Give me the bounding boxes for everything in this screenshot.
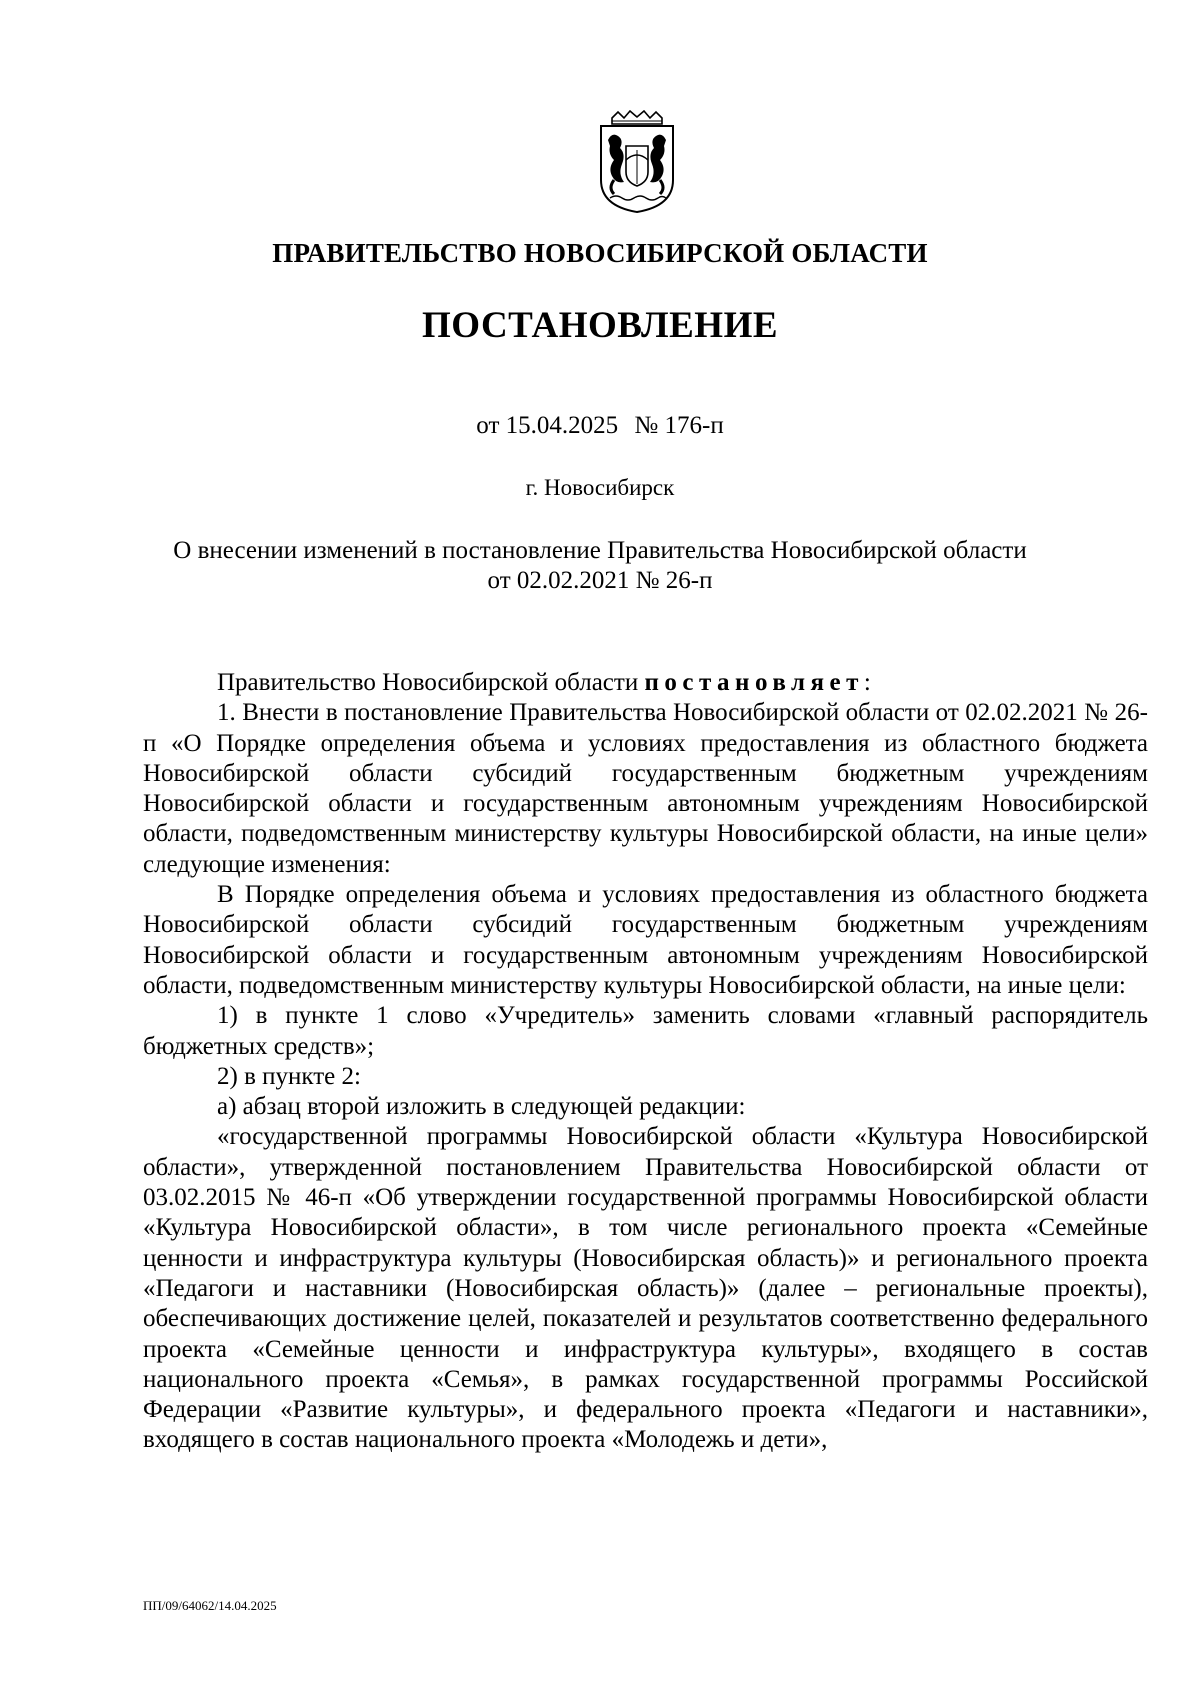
- document-date-number: [0, 412, 1200, 440]
- government-title: ПРАВИТЕЛЬСТВО НОВОСИБИРСКОЙ ОБЛАСТИ: [272, 238, 928, 268]
- paragraph-1: 1. Внести в постановление Правительства Новосибирской области от 02.02.2021 № 26-п «О Порядке определения объема и условиях предоставления из областного бюджета Новосибирской области субсидий государственным бюджетным учреждениям Новосибирской области и государственным автономным учреждениям Новосибирской области, подведомственным министерству культуры Новосибирской области, на иные цели» следующие изменения:: [143, 699, 1148, 878]
- intro-prefix: Правительство Новосибирской области: [217, 669, 639, 696]
- paragraph-5: а) абзац второй изложить в следующей редакции:: [217, 1093, 746, 1121]
- paragraph-4: 2) в пункте 2:: [217, 1062, 361, 1090]
- intro-suffix: :: [863, 669, 871, 696]
- document-number: № 176-п: [634, 412, 724, 439]
- intro-paragraph: [143, 668, 1148, 698]
- coat-of-arms-icon: [596, 110, 678, 214]
- footer-document-code: ПП/09/64062/14.04.2025: [143, 1598, 277, 1613]
- paragraph-6: «государственной программы Новосибирской области «Культура Новосибирской области», утвержденной постановлением Правительства Новосибирской области от 03.02.2015 № 46-п «Об утверждении государственной программы Новосибирской области «Культура Новосибирской области», в том числе регионального проекта «Семейные ценности и инфраструктура культуры (Новосибирская область)» и регионального проекта «Педагоги и наставники (Новосибирская область)» (далее – региональные проекты), обеспечивающих достижение целей, показателей и результатов соответственно федерального проекта «Семейные ценности и инфраструктура культуры», входящего в состав национального проекта «Семья», в рамках государственной программы Российской Федерации «Развитие культуры», и федерального проекта «Педагоги и наставники», входящего в состав национального проекта «Молодежь и дети»,: [143, 1123, 1148, 1454]
- document-body: [143, 668, 1148, 1456]
- paragraph-3: 1) в пункте 1 слово «Учредитель» заменить словами «главный распорядитель бюджетных средств»;: [143, 1002, 1148, 1060]
- paragraph-2: В Порядке определения объема и условиях предоставления из областного бюджета Новосибирской области субсидий государственным бюджетным учреждениям Новосибирской области и государственным автономным учреждениям Новосибирской области, подведомственным министерству культуры Новосибирской области, на иные цели:: [143, 881, 1148, 999]
- intro-decision-word: постановляет: [644, 669, 864, 696]
- document-subject: [60, 536, 1140, 596]
- document-city: г. Новосибирск: [525, 475, 675, 500]
- document-date: от 15.04.2025: [476, 412, 619, 439]
- subject-line-2: от 02.02.2021 № 26-п: [487, 567, 713, 594]
- document-type-title: ПОСТАНОВЛЕНИЕ: [421, 305, 779, 346]
- subject-line-1: О внесении изменений в постановление Правительства Новосибирской области: [173, 537, 1027, 564]
